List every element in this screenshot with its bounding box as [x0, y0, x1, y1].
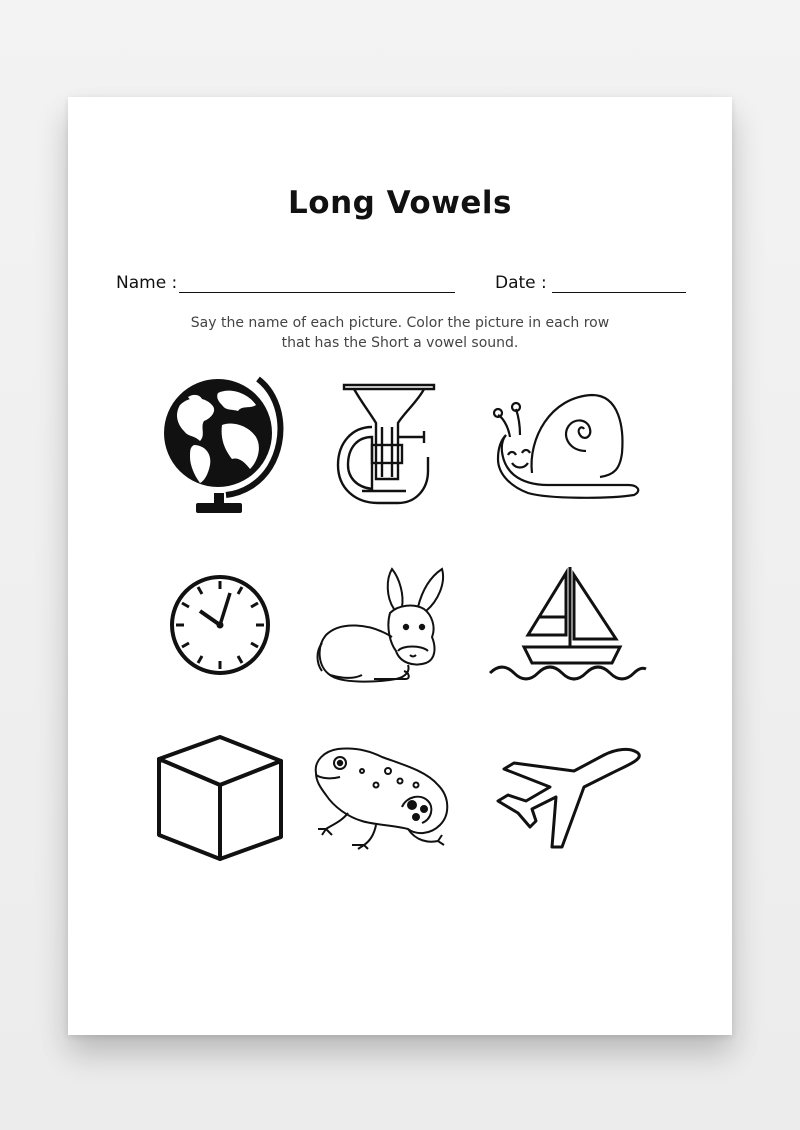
instructions-line-1: Say the name of each picture. Color the picture in each row — [190, 315, 610, 331]
date-label: Date : — [495, 273, 547, 293]
donkey-picture[interactable] — [314, 567, 450, 691]
sailboat-icon — [488, 565, 648, 683]
page-title: Long Vowels — [288, 185, 512, 221]
name-label: Name : — [116, 273, 178, 293]
sailboat-picture[interactable] — [488, 565, 648, 683]
clock-icon — [168, 573, 272, 677]
snail-icon — [488, 389, 644, 501]
tuba-picture[interactable] — [332, 379, 438, 511]
donkey-icon — [314, 567, 450, 691]
date-field[interactable] — [495, 273, 547, 293]
airplane-picture[interactable] — [492, 747, 644, 851]
cube-icon — [156, 735, 284, 863]
name-line[interactable] — [179, 292, 455, 293]
date-line[interactable] — [552, 292, 686, 293]
name-field[interactable] — [116, 273, 177, 293]
snail-picture[interactable] — [488, 389, 644, 501]
globe-picture[interactable] — [160, 375, 284, 517]
worksheet-page — [68, 97, 732, 1035]
instructions — [128, 313, 672, 353]
toad-picture[interactable] — [312, 745, 452, 851]
instructions-line-2: that has the Short a vowel sound. — [281, 335, 519, 351]
toad-icon — [312, 745, 452, 851]
clock-picture[interactable] — [168, 573, 272, 677]
globe-icon — [160, 375, 284, 517]
cube-picture[interactable] — [156, 735, 284, 863]
airplane-icon — [492, 747, 644, 851]
tuba-icon — [332, 379, 438, 511]
